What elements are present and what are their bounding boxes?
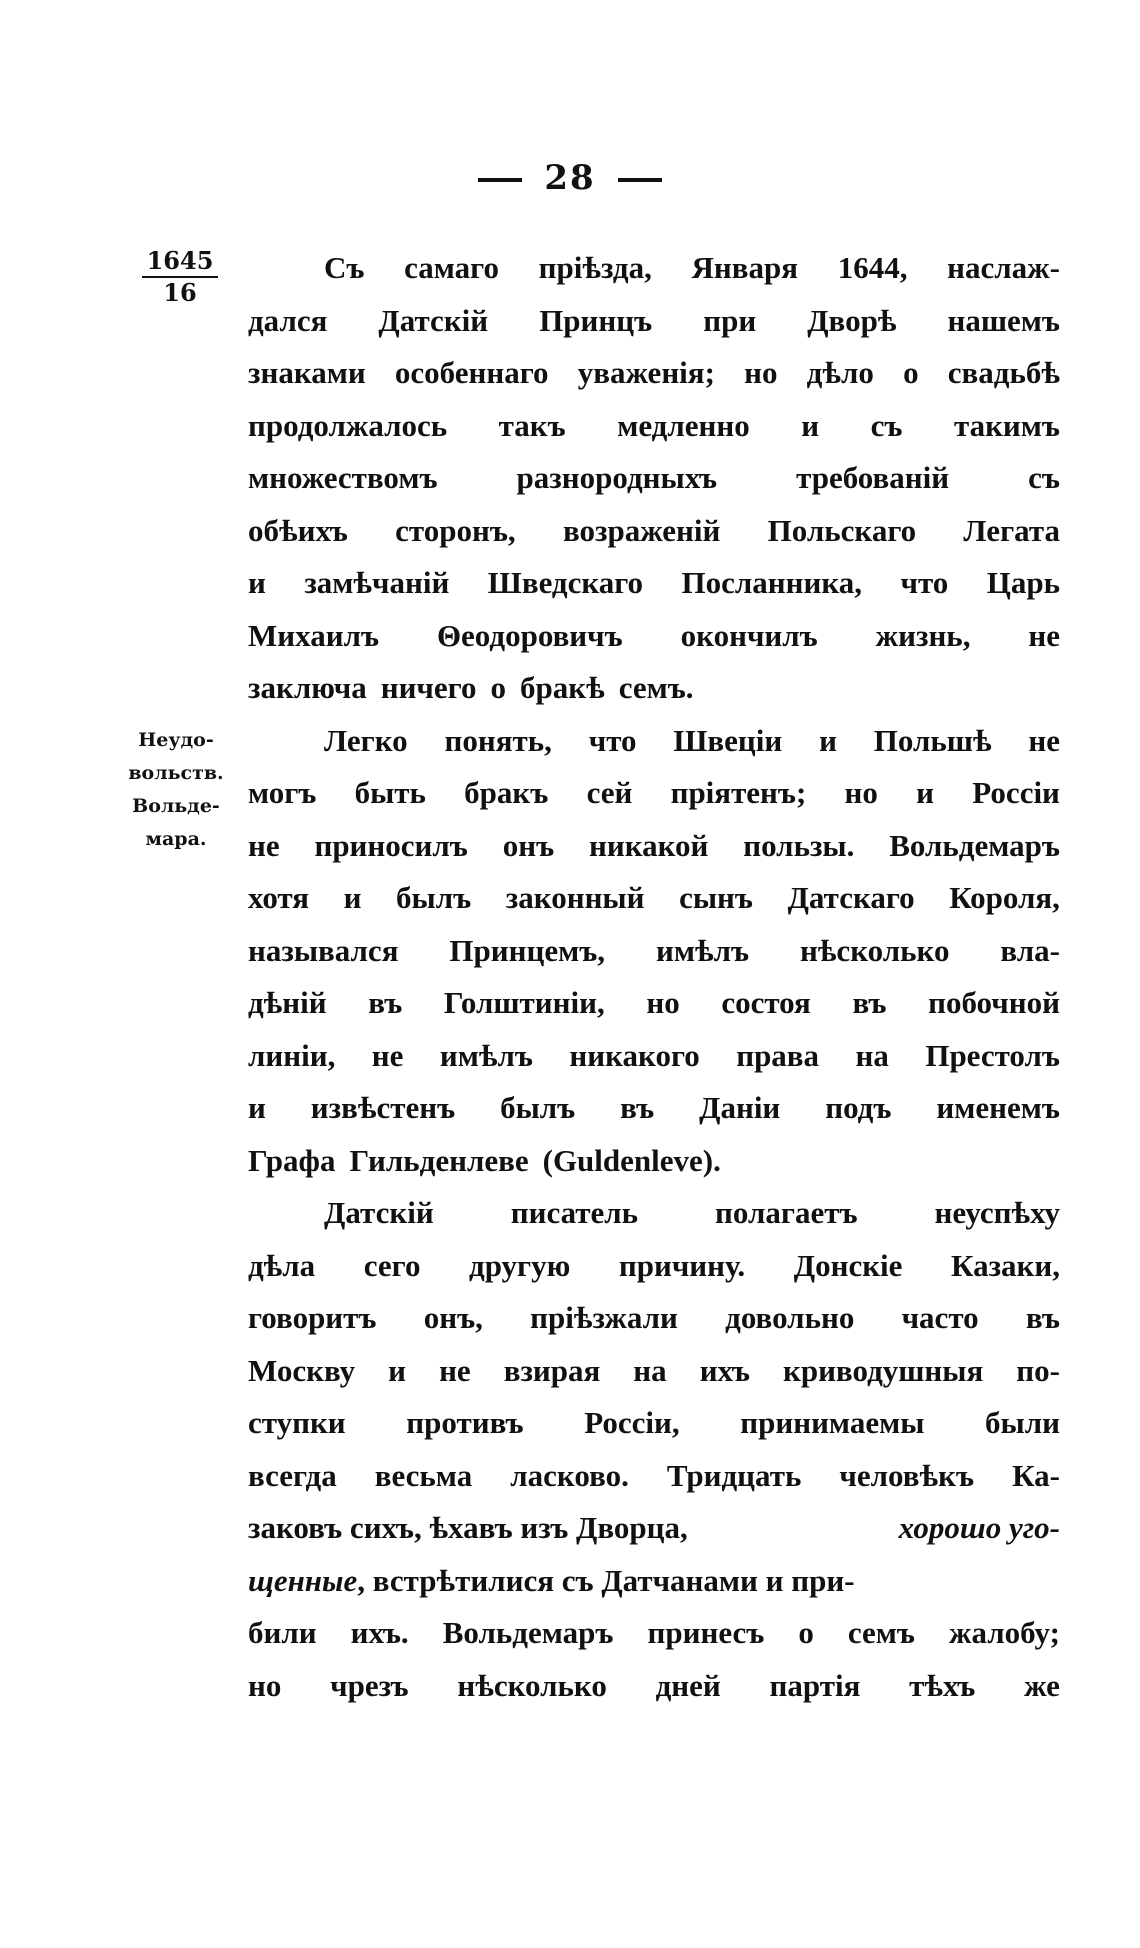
word: Съ <box>324 250 365 285</box>
text-line <box>248 452 1060 505</box>
margin-date <box>142 246 218 308</box>
word: Шведскаго <box>487 565 644 600</box>
word: не <box>1028 617 1060 653</box>
word: жалобу; <box>949 1615 1060 1650</box>
word: окончилъ <box>680 617 818 653</box>
word: въ <box>620 1090 655 1125</box>
text-line <box>248 1450 1060 1503</box>
word: весьма <box>374 1457 473 1493</box>
word: довольно <box>725 1300 855 1335</box>
word: извѣстенъ <box>310 1090 456 1125</box>
word: заключа <box>248 670 367 705</box>
word: не <box>248 827 280 863</box>
word: что <box>588 722 637 758</box>
word: другую <box>469 1247 571 1283</box>
margin-note-line: вольств. <box>128 762 224 784</box>
word: полагаетъ <box>715 1195 858 1230</box>
word: въ <box>368 985 403 1020</box>
word: Января <box>691 250 799 285</box>
word: прiѣзжали <box>530 1300 678 1335</box>
word: на <box>855 1037 889 1073</box>
text-line-with-italic <box>248 1502 1060 1555</box>
margin-note-line: Вольде- <box>132 795 220 817</box>
text-line <box>248 1135 1060 1188</box>
text-line <box>248 242 1060 295</box>
word: чрезъ <box>330 1667 409 1703</box>
text-line <box>248 1082 1060 1135</box>
text-line <box>248 715 1060 768</box>
word: и <box>819 722 837 758</box>
word: Данiи <box>699 1090 781 1125</box>
word: Ка- <box>1012 1457 1060 1493</box>
word: и <box>248 565 266 600</box>
margin-note-line: Неудо- <box>138 729 214 751</box>
word: хотя <box>248 880 310 915</box>
text-line <box>248 1030 1060 1083</box>
word: свадьбѣ <box>947 355 1060 390</box>
margin-note-line: мара. <box>145 828 207 850</box>
word: Польшѣ <box>873 722 992 758</box>
word: дался <box>248 302 328 338</box>
text-line <box>248 1187 1060 1240</box>
word: Легко <box>324 722 408 758</box>
word: особеннаго <box>394 355 549 390</box>
word: самаго <box>404 250 499 285</box>
word: онъ, <box>423 1300 483 1335</box>
word: имѣлъ <box>655 932 750 968</box>
word: Датскiй <box>324 1195 434 1230</box>
word: знаками <box>248 355 366 390</box>
word: бракѣ <box>519 670 605 705</box>
word: онъ <box>502 827 555 863</box>
word: и <box>388 1352 407 1388</box>
word: Донскiе <box>793 1247 903 1283</box>
word: (Guldenleve). <box>542 1142 721 1178</box>
word: но <box>844 775 878 810</box>
word: принимаемы <box>740 1405 925 1440</box>
word: дѣло <box>806 355 874 390</box>
word: жизнь, <box>875 617 971 653</box>
word: приносилъ <box>314 827 468 863</box>
word: подъ <box>825 1090 892 1125</box>
word: часто <box>901 1300 979 1335</box>
word: обѣихъ <box>248 512 348 548</box>
word: Вольдемаръ <box>889 827 1060 863</box>
word: о <box>903 355 919 390</box>
word: разнородныхъ <box>516 460 718 495</box>
text-line <box>248 400 1060 453</box>
text-line <box>248 1240 1060 1293</box>
word: назывался <box>248 932 399 968</box>
word: никакого <box>569 1037 700 1073</box>
word: нашемъ <box>947 302 1060 338</box>
page-header <box>0 158 1140 198</box>
word: ничего <box>380 670 477 705</box>
text-line <box>248 872 1060 925</box>
word: Польскаго <box>767 512 917 548</box>
word: семъ. <box>618 670 694 705</box>
text-line <box>248 662 1060 715</box>
word: Тридцать <box>666 1457 802 1493</box>
word: сынъ <box>679 880 753 915</box>
word: требованiй <box>796 460 950 495</box>
text-line <box>248 347 1060 400</box>
word: никакой <box>588 827 709 863</box>
word: были <box>985 1405 1060 1440</box>
word: что <box>900 565 949 600</box>
text-segment: , встрѣтилися съ Датчанами и при- <box>357 1562 855 1598</box>
text-line <box>248 1607 1060 1660</box>
word: Короля, <box>949 880 1060 915</box>
word: Россiи, <box>584 1405 680 1440</box>
word: говоритъ <box>248 1300 377 1335</box>
word: Дворѣ <box>807 302 897 338</box>
margin-date-year: 1645 <box>142 246 218 278</box>
word: съ <box>1028 460 1060 495</box>
word: и <box>343 880 362 915</box>
text-line <box>248 767 1060 820</box>
word: Москву <box>248 1352 356 1388</box>
body-text <box>248 242 1060 1712</box>
word: принесъ <box>647 1615 765 1650</box>
word: возраженiй <box>562 512 721 548</box>
text-line <box>248 557 1060 610</box>
word: прiятенъ; <box>670 775 807 810</box>
word: Принцемъ, <box>449 932 606 968</box>
word: медленно <box>617 407 750 443</box>
word: законный <box>505 880 645 915</box>
word: права <box>736 1037 820 1073</box>
word: ихъ <box>699 1352 750 1388</box>
word: замѣчанiй <box>304 565 450 600</box>
word: нѣсколько <box>799 932 950 968</box>
word: Россiи <box>972 775 1060 810</box>
word: уваженiя; <box>577 355 715 390</box>
italic-segment: хорошо уго- <box>898 1510 1060 1545</box>
word: былъ <box>500 1090 576 1125</box>
word: Датскаго <box>787 880 915 915</box>
word: могъ <box>248 775 317 810</box>
header-dash-right <box>618 178 662 182</box>
word: множествомъ <box>248 460 438 495</box>
text-line <box>248 295 1060 348</box>
word: писатель <box>510 1195 639 1230</box>
word: сторонъ, <box>395 512 516 548</box>
word: били <box>248 1615 317 1650</box>
word: и <box>248 1090 266 1125</box>
word: побочной <box>928 985 1060 1020</box>
word: всегда <box>248 1457 337 1493</box>
word: именемъ <box>936 1090 1060 1125</box>
text-line <box>248 1292 1060 1345</box>
text-line <box>248 1397 1060 1450</box>
header-dash-left <box>478 178 522 182</box>
word: противъ <box>406 1405 524 1440</box>
word: дѣла <box>248 1247 316 1283</box>
word: неуспѣху <box>934 1195 1060 1230</box>
word: Датскiй <box>378 302 489 338</box>
word: Швецiи <box>673 722 783 758</box>
italic-segment: щенные <box>248 1562 358 1598</box>
word: при <box>703 302 757 338</box>
text-line <box>248 610 1060 663</box>
margin-note <box>118 724 234 856</box>
text-line <box>248 1345 1060 1398</box>
word: ихъ. <box>350 1615 409 1650</box>
word: Легата <box>963 512 1060 548</box>
word: такъ <box>498 407 566 443</box>
word: Графа <box>248 1142 336 1178</box>
word: о <box>798 1615 814 1650</box>
word: на <box>633 1352 667 1388</box>
word: но <box>744 355 778 390</box>
word: не <box>371 1037 404 1073</box>
word: съ <box>870 407 903 443</box>
word: бракъ <box>464 775 549 810</box>
word: сей <box>586 775 633 810</box>
word: линiи, <box>248 1037 336 1073</box>
word: Принцъ <box>539 302 653 338</box>
word: понять, <box>444 722 552 758</box>
word: состоя <box>721 985 811 1020</box>
word: причину. <box>618 1247 746 1283</box>
word: продолжалось <box>248 407 448 443</box>
word: Вольдемаръ <box>442 1615 614 1650</box>
word: пользы. <box>743 827 855 863</box>
text-line <box>248 977 1060 1030</box>
word: но <box>646 985 680 1020</box>
word: дней <box>655 1667 721 1703</box>
word: взирая <box>503 1352 601 1388</box>
word: быть <box>354 775 426 810</box>
word: сего <box>363 1247 421 1283</box>
word: Казаки, <box>951 1247 1060 1283</box>
word: же <box>1024 1667 1060 1703</box>
text-line <box>248 1660 1060 1713</box>
word: наслаж- <box>947 250 1060 285</box>
word: Царь <box>986 565 1060 600</box>
text-line <box>248 925 1060 978</box>
word: прiѣзда, <box>538 250 652 285</box>
word: имѣлъ <box>439 1037 533 1073</box>
word: но <box>248 1667 282 1703</box>
word: ступки <box>248 1405 346 1440</box>
word: 1644, <box>837 250 908 285</box>
word: Θеодоровичъ <box>436 617 623 653</box>
word: Михаилъ <box>248 617 380 653</box>
word: партiя <box>769 1667 861 1703</box>
word: и <box>916 775 935 810</box>
word: въ <box>852 985 887 1020</box>
word: Посланника, <box>681 565 863 600</box>
word: въ <box>1025 1300 1060 1335</box>
word: дѣнiй <box>248 985 327 1020</box>
word: вла- <box>1000 932 1060 968</box>
text-line <box>248 820 1060 873</box>
word: былъ <box>396 880 472 915</box>
word: по- <box>1016 1352 1060 1388</box>
word: человѣкъ <box>839 1457 975 1493</box>
word: не <box>1028 722 1060 758</box>
word: нѣсколько <box>457 1667 607 1703</box>
word: не <box>439 1352 471 1388</box>
word: такимъ <box>953 407 1060 443</box>
word: Голштинiи, <box>443 985 605 1020</box>
page-number: 28 <box>544 158 596 198</box>
word: ласково. <box>510 1457 629 1493</box>
text-segment: заковъ сихъ, ѣхавъ изъ Дворца, <box>248 1510 688 1545</box>
word: криводушныя <box>782 1352 984 1388</box>
word: Престолъ <box>925 1037 1060 1073</box>
word: о <box>490 670 506 705</box>
word: Гильденлеве <box>349 1142 529 1178</box>
word: семъ <box>847 1615 915 1650</box>
text-line <box>248 505 1060 558</box>
margin-date-day: 16 <box>163 278 197 307</box>
word: и <box>801 407 820 443</box>
word: тѣхъ <box>909 1667 976 1703</box>
text-line-with-italic <box>248 1555 1060 1608</box>
